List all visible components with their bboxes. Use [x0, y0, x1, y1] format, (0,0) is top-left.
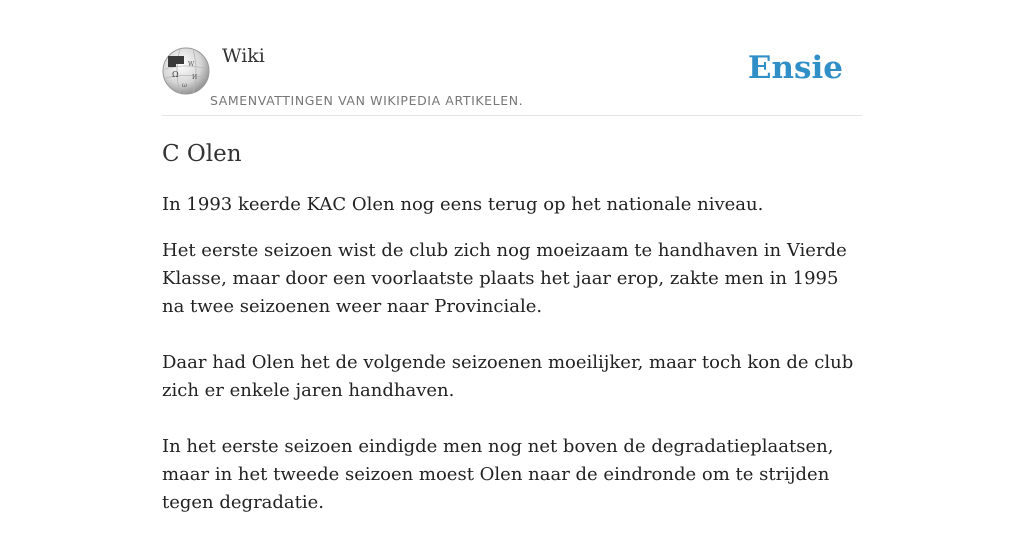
site-tagline: SAMENVATTINGEN VAN WIKIPEDIA ARTIKELEN.	[210, 93, 524, 108]
article-title: C Olen	[162, 141, 242, 167]
ensie-brand-link[interactable]: Ensie	[747, 50, 843, 86]
svg-text:ω: ω	[182, 82, 187, 89]
article-paragraph: Daar had Olen het de volgende seizoenen moeilijker, maar toch kon de club zich er enkele jaren handhaven.	[162, 352, 854, 401]
svg-text:W: W	[188, 61, 195, 68]
svg-text:Ω: Ω	[172, 70, 179, 79]
wikipedia-globe-icon[interactable]	[162, 47, 210, 95]
article-paragraph: In het eerste seizoen eindigde men nog net boven de degradatieplaatsen, maar in het tweede seizoen moest Olen naar de eindronde om te strijden tegen degradatie.	[162, 436, 834, 513]
site-name[interactable]: Wiki	[222, 45, 265, 67]
article-paragraph: Het eerste seizoen wist de club zich nog moeizaam te handhaven in Vierde Klasse, maar door een voorlaatste plaats het jaar erop, zakte men in 1995 na twee seizoenen weer naar Provinciale.	[162, 240, 847, 317]
svg-text:И: И	[192, 74, 198, 81]
article-content	[162, 137, 862, 545]
article-lead: In 1993 keerde KAC Olen nog eens terug op het nationale niveau.	[162, 194, 764, 215]
header-divider	[162, 115, 862, 116]
